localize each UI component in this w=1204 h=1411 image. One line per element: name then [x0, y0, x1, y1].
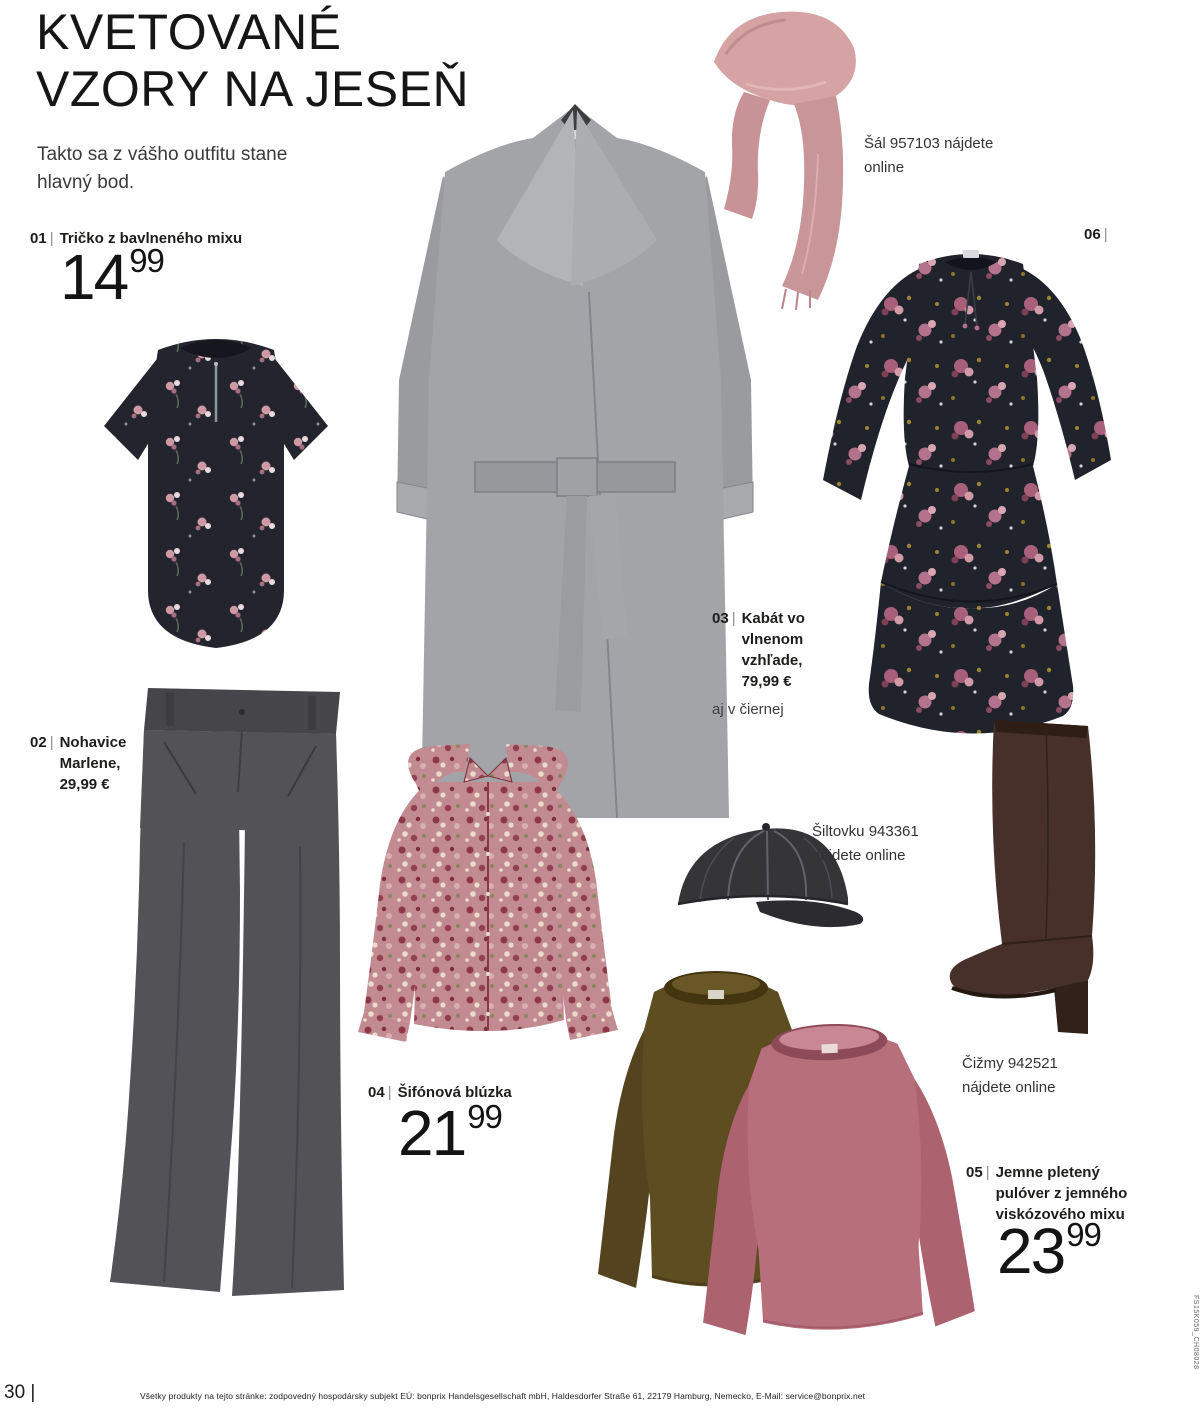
product-number-04: 04 — [368, 1084, 385, 1101]
product-image-trousers — [104, 682, 344, 1314]
cap-note-line2: nájdete online — [812, 847, 906, 864]
price-05-whole: 23 — [997, 1215, 1065, 1287]
product-name-01: Tričko z bavlneného mixu — [59, 230, 243, 247]
product-number-05: 05 — [966, 1164, 983, 1181]
dress-illustration — [805, 228, 1140, 768]
product-name-02-line2: Marlene, — [59, 755, 121, 772]
product-name-03-line3: vzhľade, — [741, 652, 803, 669]
intro-line1: Takto sa z vášho outfitu stane — [37, 144, 288, 165]
product-name-03-line1: Kabát vo — [741, 610, 805, 627]
mauve-sweater-illustration — [688, 997, 980, 1352]
product-price-03: 79,99 € — [741, 673, 792, 690]
cap-note-line1: Šiltovku 943361 — [812, 823, 919, 840]
boots-note-line2: nájdete online — [962, 1079, 1056, 1096]
online-note-scarf — [864, 132, 993, 180]
product-name-03-line2: vlnenom — [741, 631, 804, 648]
online-note-cap — [812, 820, 919, 868]
label-separator: | — [985, 1164, 990, 1181]
scarf-note-line1: Šál 957103 nájdete — [864, 135, 994, 152]
page-title-line2: VZORY NA JESEŇ — [36, 61, 470, 117]
label-separator: | — [49, 734, 54, 751]
product-name-05-line2: pulóver z jemného — [995, 1185, 1128, 1202]
tshirt-illustration — [92, 318, 340, 663]
page-title-line1: KVETOVANÉ — [36, 4, 342, 60]
product-name-04: Šifónová blúzka — [397, 1084, 512, 1101]
trousers-illustration — [104, 682, 344, 1314]
label-separator: | — [49, 230, 54, 247]
page-number: 30 | — [4, 1382, 36, 1403]
price-01 — [60, 241, 164, 313]
intro-line2: hlavný bod. — [37, 172, 135, 193]
product-image-sweater-mauve — [688, 997, 980, 1352]
footer-legal-text: Všetky produkty na tejto stránke: zodpovedný hospodársky subjekt EÚ: bonprix Handelsgesellschaft mbH, Haldesdorfer Straße 61, 22179 Hamburg, Nemecko, E-Mail: service@bonprix.net — [140, 1391, 866, 1401]
side-code: FS15K059_CH08028 — [1192, 1295, 1199, 1370]
scarf-note-line2: online — [864, 159, 905, 176]
price-05-cents: 99 — [1066, 1216, 1101, 1253]
intro-text — [37, 141, 287, 197]
online-note-boots — [962, 1052, 1058, 1100]
label-separator: | — [387, 1084, 392, 1101]
product-name-05-line1: Jemne pletený — [995, 1164, 1100, 1181]
price-04-cents: 99 — [467, 1098, 502, 1135]
product-number-02: 02 — [30, 734, 47, 751]
product-image-tshirt — [92, 318, 340, 663]
product-name-02-line1: Nohavice — [59, 734, 127, 751]
product-label-03 — [712, 608, 805, 692]
price-01-cents: 99 — [129, 242, 164, 279]
product-image-dress — [805, 228, 1140, 768]
price-04-whole: 21 — [398, 1097, 466, 1169]
boots-note-line1: Čižmy 942521 — [962, 1055, 1058, 1072]
product-price-02: 29,99 € — [59, 776, 110, 793]
product-note-03: aj v čiernej — [712, 701, 784, 718]
price-04 — [398, 1097, 502, 1169]
product-number-03: 03 — [712, 610, 729, 627]
product-number-01: 01 — [30, 230, 47, 247]
product-number-06: 06 — [1084, 226, 1101, 243]
label-separator: | — [1103, 226, 1108, 243]
price-01-whole: 14 — [60, 241, 128, 313]
product-name-05-line3: viskózového mixu — [995, 1206, 1125, 1223]
price-05 — [997, 1215, 1101, 1287]
label-separator: | — [731, 610, 736, 627]
